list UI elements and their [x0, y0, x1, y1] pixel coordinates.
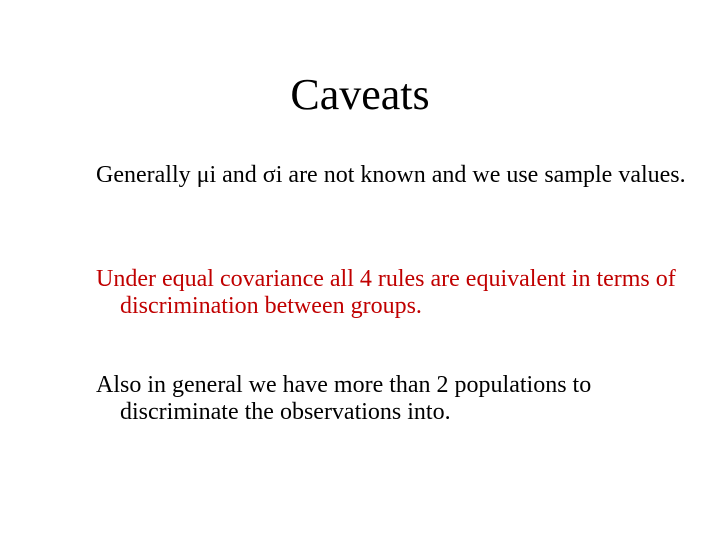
bullet-point-3: Also in general we have more than 2 populations to discriminate the observations into.: [96, 372, 592, 425]
bullet-point-1: Generally μi and σi are not known and we use sample values.: [96, 162, 686, 188]
bullet-point-2: Under equal covariance all 4 rules are equivalent in terms of discrimination between groups.: [96, 266, 676, 319]
slide-title: Caveats: [290, 70, 430, 119]
